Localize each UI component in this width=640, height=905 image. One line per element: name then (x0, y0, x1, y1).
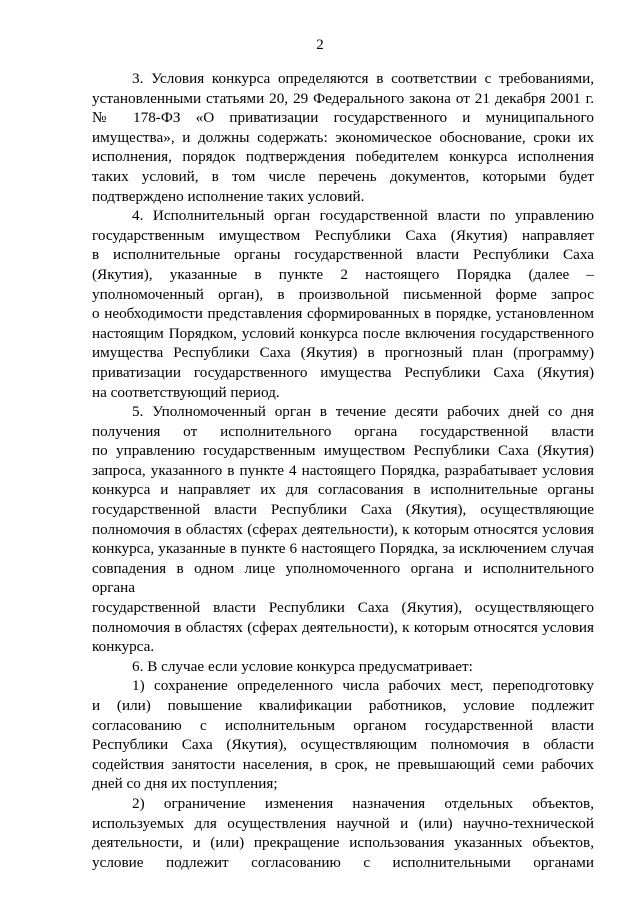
text-line: в исполнительные органы государственной власти Республики Саха (92, 246, 594, 264)
paragraph-4-request (92, 206, 594, 402)
text-line: исполнения, порядок подтверждения победителем конкурса исполнения (92, 148, 594, 166)
text-line: и (или) повышение квалификации работников, условие подлежит (92, 697, 594, 714)
text-line: 3. Условия конкурса определяются в соответствии с требованиями, (132, 70, 594, 87)
text-line: полномочия в областях (сферах деятельности), к которым относятся условия (92, 618, 594, 636)
text-line: на соответствующий период. (92, 383, 280, 401)
text-line: уполномоченный орган), в произвольной письменной форме запрос (92, 285, 594, 303)
text-line: № 178-ФЗ «О приватизации государственного и муниципального (92, 109, 594, 127)
text-line: полномочия в областях (сферах деятельности), к которым относятся условия (92, 520, 594, 538)
paragraph-6-item-2 (92, 794, 594, 872)
text-line: установленными статьями 20, 29 Федерального закона от 21 декабря 2001 г. (92, 89, 594, 107)
text-line: дней со дня их поступления; (92, 775, 278, 793)
text-line: государственным имуществом Республики Саха (Якутия) направляет (92, 226, 594, 244)
text-line: согласованию с исполнительным органом государственной власти (92, 716, 594, 734)
text-line: настоящим Порядком, условий конкурса после включения государственного (92, 324, 594, 342)
document-body (92, 69, 594, 872)
text-line: государственной власти Республики Саха (Якутия), осуществляющие (92, 501, 594, 519)
text-line: приватизации государственного имущества Республики Саха (Якутия) (92, 363, 594, 381)
paragraph-3-contest-conditions (92, 69, 594, 206)
text-line: деятельности, и (или) прекращение использования указанных объектов, (92, 834, 594, 852)
text-line: используемых для осуществления научной и (или) научно-технической (92, 814, 594, 832)
text-line: Республики Саха (Якутия), осуществляющим полномочия в области (92, 736, 594, 754)
text-line: конкурса и направляет их для согласования в исполнительные органы (92, 481, 594, 499)
text-line: 1) сохранение определенного числа рабочих мест, переподготовку (132, 677, 594, 695)
text-line: 6. В случае если условие конкурса предусматривает: (132, 657, 473, 675)
page-number: 2 (316, 37, 324, 53)
text-line: по управлению государственным имуществом Республики Саха (Якутия) (92, 442, 594, 460)
text-line: 2) ограничение изменения назначения отдельных объектов, (132, 794, 594, 812)
text-line: совпадения в одном лице уполномоченного органа и исполнительного органа (92, 559, 594, 597)
paragraph-6-item-1 (92, 676, 594, 794)
paragraph-6-intro (92, 657, 594, 677)
text-line: запроса, указанного в пункте 4 настоящего Порядка, разрабатывает условия (92, 461, 594, 479)
text-line: государственной власти Республики Саха (Якутия), осуществляющего (92, 599, 594, 617)
text-line: 4. Исполнительный орган государственной власти по управлению (132, 207, 594, 225)
text-line: о необходимости представления сформированных в порядке, установленном (92, 305, 594, 323)
text-line: подтверждено исполнение таких условий. (92, 187, 365, 205)
text-line: условие подлежит согласованию с исполнительными органами (92, 853, 594, 871)
text-line: имущества Республики Саха (Якутия) в прогнозный план (программу) (92, 344, 594, 362)
text-line: таких условий, в том числе перечень документов, которыми будет (92, 167, 594, 185)
text-line: конкурса, указанные в пункте 6 настоящего Порядка, за исключением случая (92, 540, 594, 558)
text-line: имущества», и должны содержать: экономическое обоснование, сроки их (92, 128, 594, 146)
paragraph-5-authorized-body (92, 402, 594, 657)
text-line: конкурса. (92, 638, 155, 656)
text-line: (Якутия), указанные в пункте 2 настоящего Порядка (далее – (92, 265, 594, 283)
text-line: 5. Уполномоченный орган в течение десяти рабочих дней со дня (132, 403, 594, 421)
text-line: содействия занятости населения, в срок, не превышающий семи рабочих (92, 755, 594, 773)
text-line: получения от исполнительного органа государственной власти (92, 422, 594, 440)
